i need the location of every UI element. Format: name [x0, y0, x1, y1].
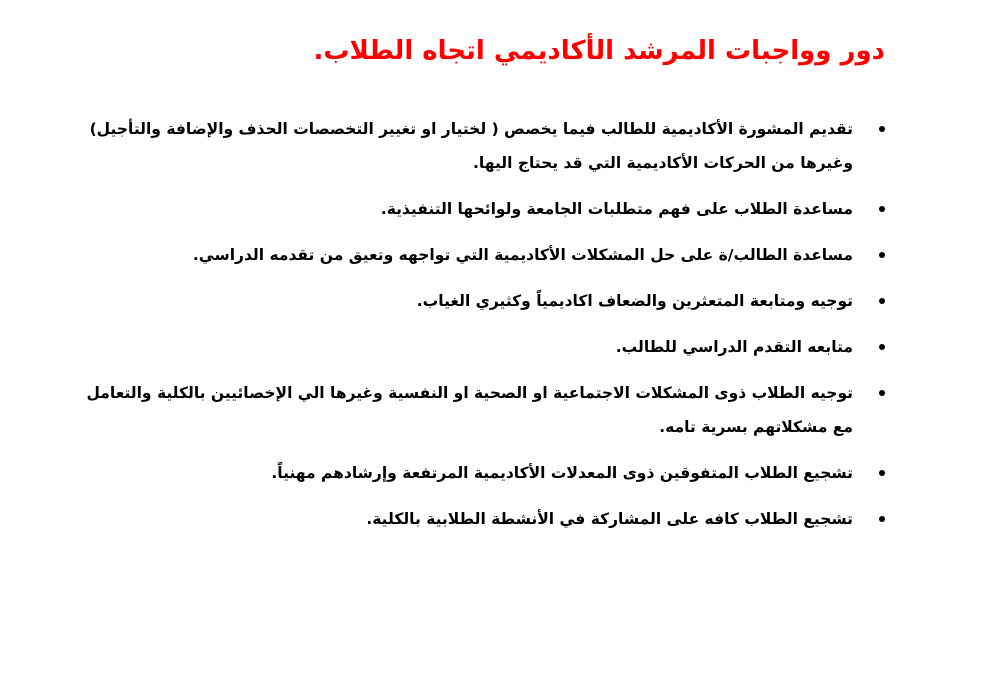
- list-item: [85, 456, 885, 490]
- list-item: [85, 192, 885, 226]
- bullet-icon: [879, 126, 885, 132]
- bullet-icon: [879, 516, 885, 522]
- list-item-text: مساعدة الطالب/ة على حل المشكلات الأكاديمية التي تواجهه وتعيق من تقدمه الدراسي.: [192, 246, 853, 264]
- bullet-icon: [879, 206, 885, 212]
- list-item: [85, 284, 885, 318]
- duties-list: [85, 112, 885, 548]
- list-item-text: تشجيع الطلاب كافه على المشاركة في الأنشطة الطلابية بالكلية.: [366, 510, 853, 528]
- bullet-icon: [879, 390, 885, 396]
- list-item-text: توجيه ومتابعة المتعثرين والضعاف اكاديمياً وكثيري الغياب.: [416, 292, 853, 310]
- bullet-icon: [879, 298, 885, 304]
- bullet-icon: [879, 252, 885, 258]
- list-item-text: متابعه التقدم الدراسي للطالب.: [615, 338, 853, 356]
- list-item: [85, 112, 885, 180]
- list-item-text: تقديم المشورة الأكاديمية للطالب فيما يخصص ( لختيار او تغيير التخصصات الحذف والإضافة والتأجيل) وغيرها من الحركات الأكاديمية التي قد يحتاج اليها.: [89, 120, 853, 172]
- list-item: [85, 330, 885, 364]
- list-item: [85, 238, 885, 272]
- list-item-text: تشجيع الطلاب المتفوقين ذوى المعدلات الأكاديمية المرتفعة وإرشادهم مهنياً.: [271, 464, 853, 482]
- list-item: [85, 376, 885, 444]
- list-item-text: توجيه الطلاب ذوى المشكلات الاجتماعية او الصحية او النفسية وغيرها الي الإخصائيين بالكلية والتعامل مع مشكلاتهم بسرية تامه.: [86, 384, 853, 436]
- list-item-text: مساعدة الطلاب على فهم متطلبات الجامعة ولوائحها التنفيذية.: [380, 200, 853, 218]
- list-item: [85, 502, 885, 536]
- document-title: دور وواجبات المرشد الأكاديمي اتجاه الطلاب.: [313, 36, 885, 66]
- bullet-icon: [879, 470, 885, 476]
- bullet-icon: [879, 344, 885, 350]
